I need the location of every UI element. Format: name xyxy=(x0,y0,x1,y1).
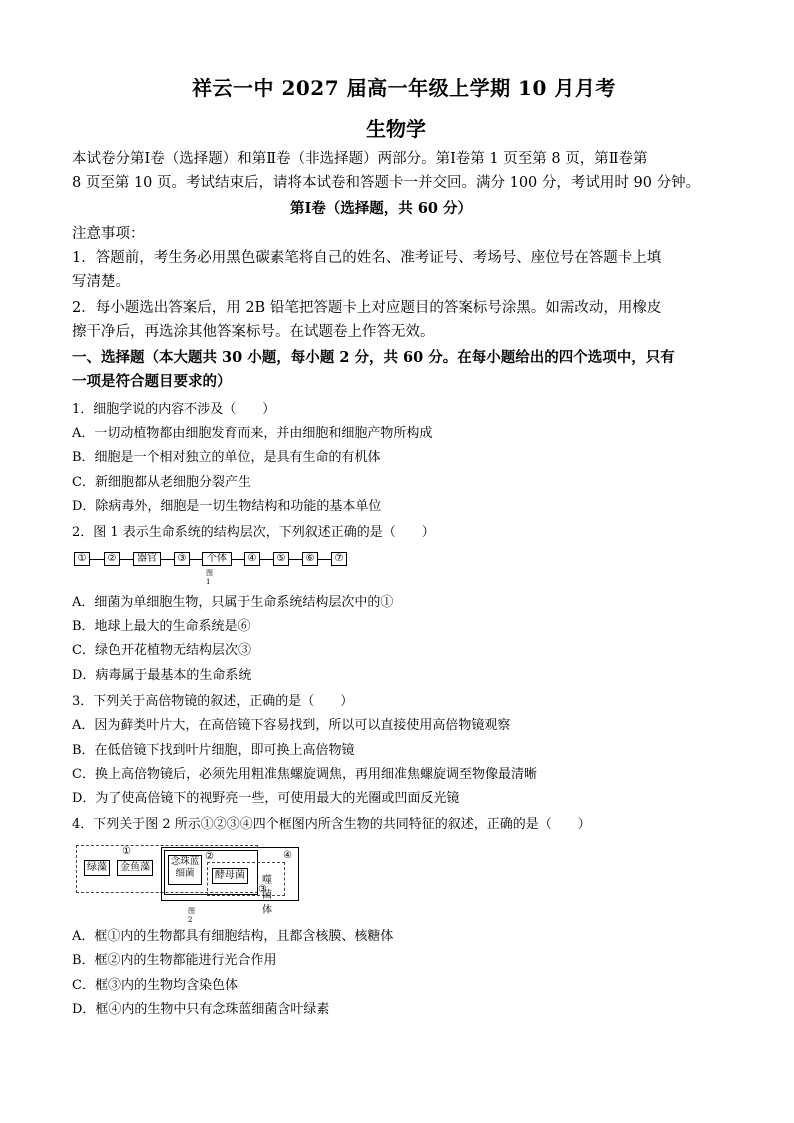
figure-1-box-3: ③ xyxy=(174,552,190,566)
figure-2-marker-1: ① xyxy=(122,846,131,857)
question-1-option-d: D．除病毒外，细胞是一切生物结构和功能的基本单位 xyxy=(72,499,382,514)
question-3-option-b: B．在低倍镜下找到叶片细胞，即可换上高倍物镜 xyxy=(72,743,355,758)
question-4-option-c: C．框③内的生物均含染色体 xyxy=(72,978,238,993)
question-1-stem: 1．细胞学说的内容不涉及（ ） xyxy=(72,402,276,417)
figure-1-box-5: ⑤ xyxy=(273,552,289,566)
figure-1-box-6: ⑥ xyxy=(302,552,318,566)
figure-2-marker-2: ② xyxy=(205,851,214,862)
figure-2-marker-3: ③ xyxy=(258,884,267,895)
question-2-option-a: A．细菌为单细胞生物，只属于生命系统结构层次中的① xyxy=(72,595,394,610)
intro-line-1: 本试卷分第Ⅰ卷（选择题）和第Ⅱ卷（非选择题）两部分。第Ⅰ卷第 1 页至第 8 页，第Ⅱ卷第 xyxy=(72,151,648,167)
question-1-option-b: B．细胞是一个相对独立的单位，是具有生命的有机体 xyxy=(72,450,381,465)
note-2-line-1: 2．每小题选出答案后，用 2B 铅笔把答题卡上对应题目的答案标号涂黑。如需改动，用橡皮 xyxy=(72,300,662,316)
figure-2-item-yeast: 酵母菌 xyxy=(212,868,248,884)
part1-heading-line-2: 一项是符合题目要求的） xyxy=(72,373,232,390)
figure-2-item-green-algae: 绿藻 xyxy=(84,860,110,876)
figure-2-item-phage: 噬菌体 xyxy=(262,875,272,916)
part1-heading-line-1: 一、选择题（本大题共 30 小题，每小题 2 分，共 60 分。在每小题给出的四个选项中，只有 xyxy=(72,349,675,366)
question-4-option-b: B．框②内的生物都能进行光合作用 xyxy=(72,953,277,968)
note-1-line-1: 1．答题前，考生务必用黑色碳素笔将自己的姓名、准考证号、考场号、座位号在答题卡上填 xyxy=(72,250,662,266)
note-2-line-2: 擦干净后，再选涂其他答案标号。在试题卷上作答无效。 xyxy=(72,324,435,340)
question-2-option-b: B．地球上最大的生命系统是⑥ xyxy=(72,619,251,634)
question-2-option-d: D．病毒属于最基本的生命系统 xyxy=(72,668,252,683)
question-4-stem: 4．下列关于图 2 所示①②③④四个框图内所含生物的共同特征的叙述，正确的是（ ） xyxy=(72,817,591,832)
question-2-option-c: C．绿色开花植物无结构层次③ xyxy=(72,643,251,658)
note-1-line-2: 写清楚。 xyxy=(72,274,130,290)
figure-1-box-individual: 个体 xyxy=(202,552,232,566)
figure-1-caption: 图 1 xyxy=(206,569,213,586)
subject-title: 生物学 xyxy=(366,117,426,141)
figure-2-caption: 图 2 xyxy=(188,907,195,924)
figure-1-box-2: ② xyxy=(104,552,120,566)
question-3-option-c: C．换上高倍物镜后，必须先用粗准焦螺旋调焦，再用细准焦螺旋调至物像最清晰 xyxy=(72,767,537,782)
question-2-stem: 2．图 1 表示生命系统的结构层次，下列叙述正确的是（ ） xyxy=(72,525,435,540)
figure-1-box-7: ⑦ xyxy=(331,552,347,566)
figure-1-box-4: ④ xyxy=(244,552,260,566)
figure-2-item-hornwort: 金鱼藻 xyxy=(117,860,153,876)
notes-heading: 注意事项： xyxy=(72,226,145,242)
exam-title: 祥云一中 2027 届高一年级上学期 10 月月考 xyxy=(192,76,616,100)
question-3-stem: 3．下列关于高倍物镜的叙述，正确的是（ ） xyxy=(72,694,354,709)
figure-1-box-1: ① xyxy=(74,552,90,566)
question-3-option-d: D．为了使高倍镜下的视野亮一些，可使用最大的光圈或凹面反光镜 xyxy=(72,791,460,806)
section-heading: 第Ⅰ卷（选择题，共 60 分） xyxy=(290,200,473,217)
figure-2-item-nostoc: 念珠蓝细菌 xyxy=(168,855,202,885)
intro-line-2: 8 页至第 10 页。考试结束后，请将本试卷和答题卡一并交回。满分 100 分，考试用时 90 分钟。 xyxy=(72,175,701,191)
figure-1-box-organ: 器官 xyxy=(133,552,161,566)
question-4-option-d: D．框④内的生物中只有念珠蓝细菌含叶绿素 xyxy=(72,1002,330,1017)
figure-2-marker-4: ④ xyxy=(283,850,292,861)
question-1-option-c: C．新细胞都从老细胞分裂产生 xyxy=(72,475,251,490)
question-4-option-a: A．框①内的生物都具有细胞结构，且都含核膜、核糖体 xyxy=(72,929,394,944)
question-3-option-a: A．因为藓类叶片大，在高倍镜下容易找到，所以可以直接使用高倍物镜观察 xyxy=(72,718,511,733)
question-1-option-a: A．一切动植物都由细胞发育而来，并由细胞和细胞产物所构成 xyxy=(72,426,433,441)
